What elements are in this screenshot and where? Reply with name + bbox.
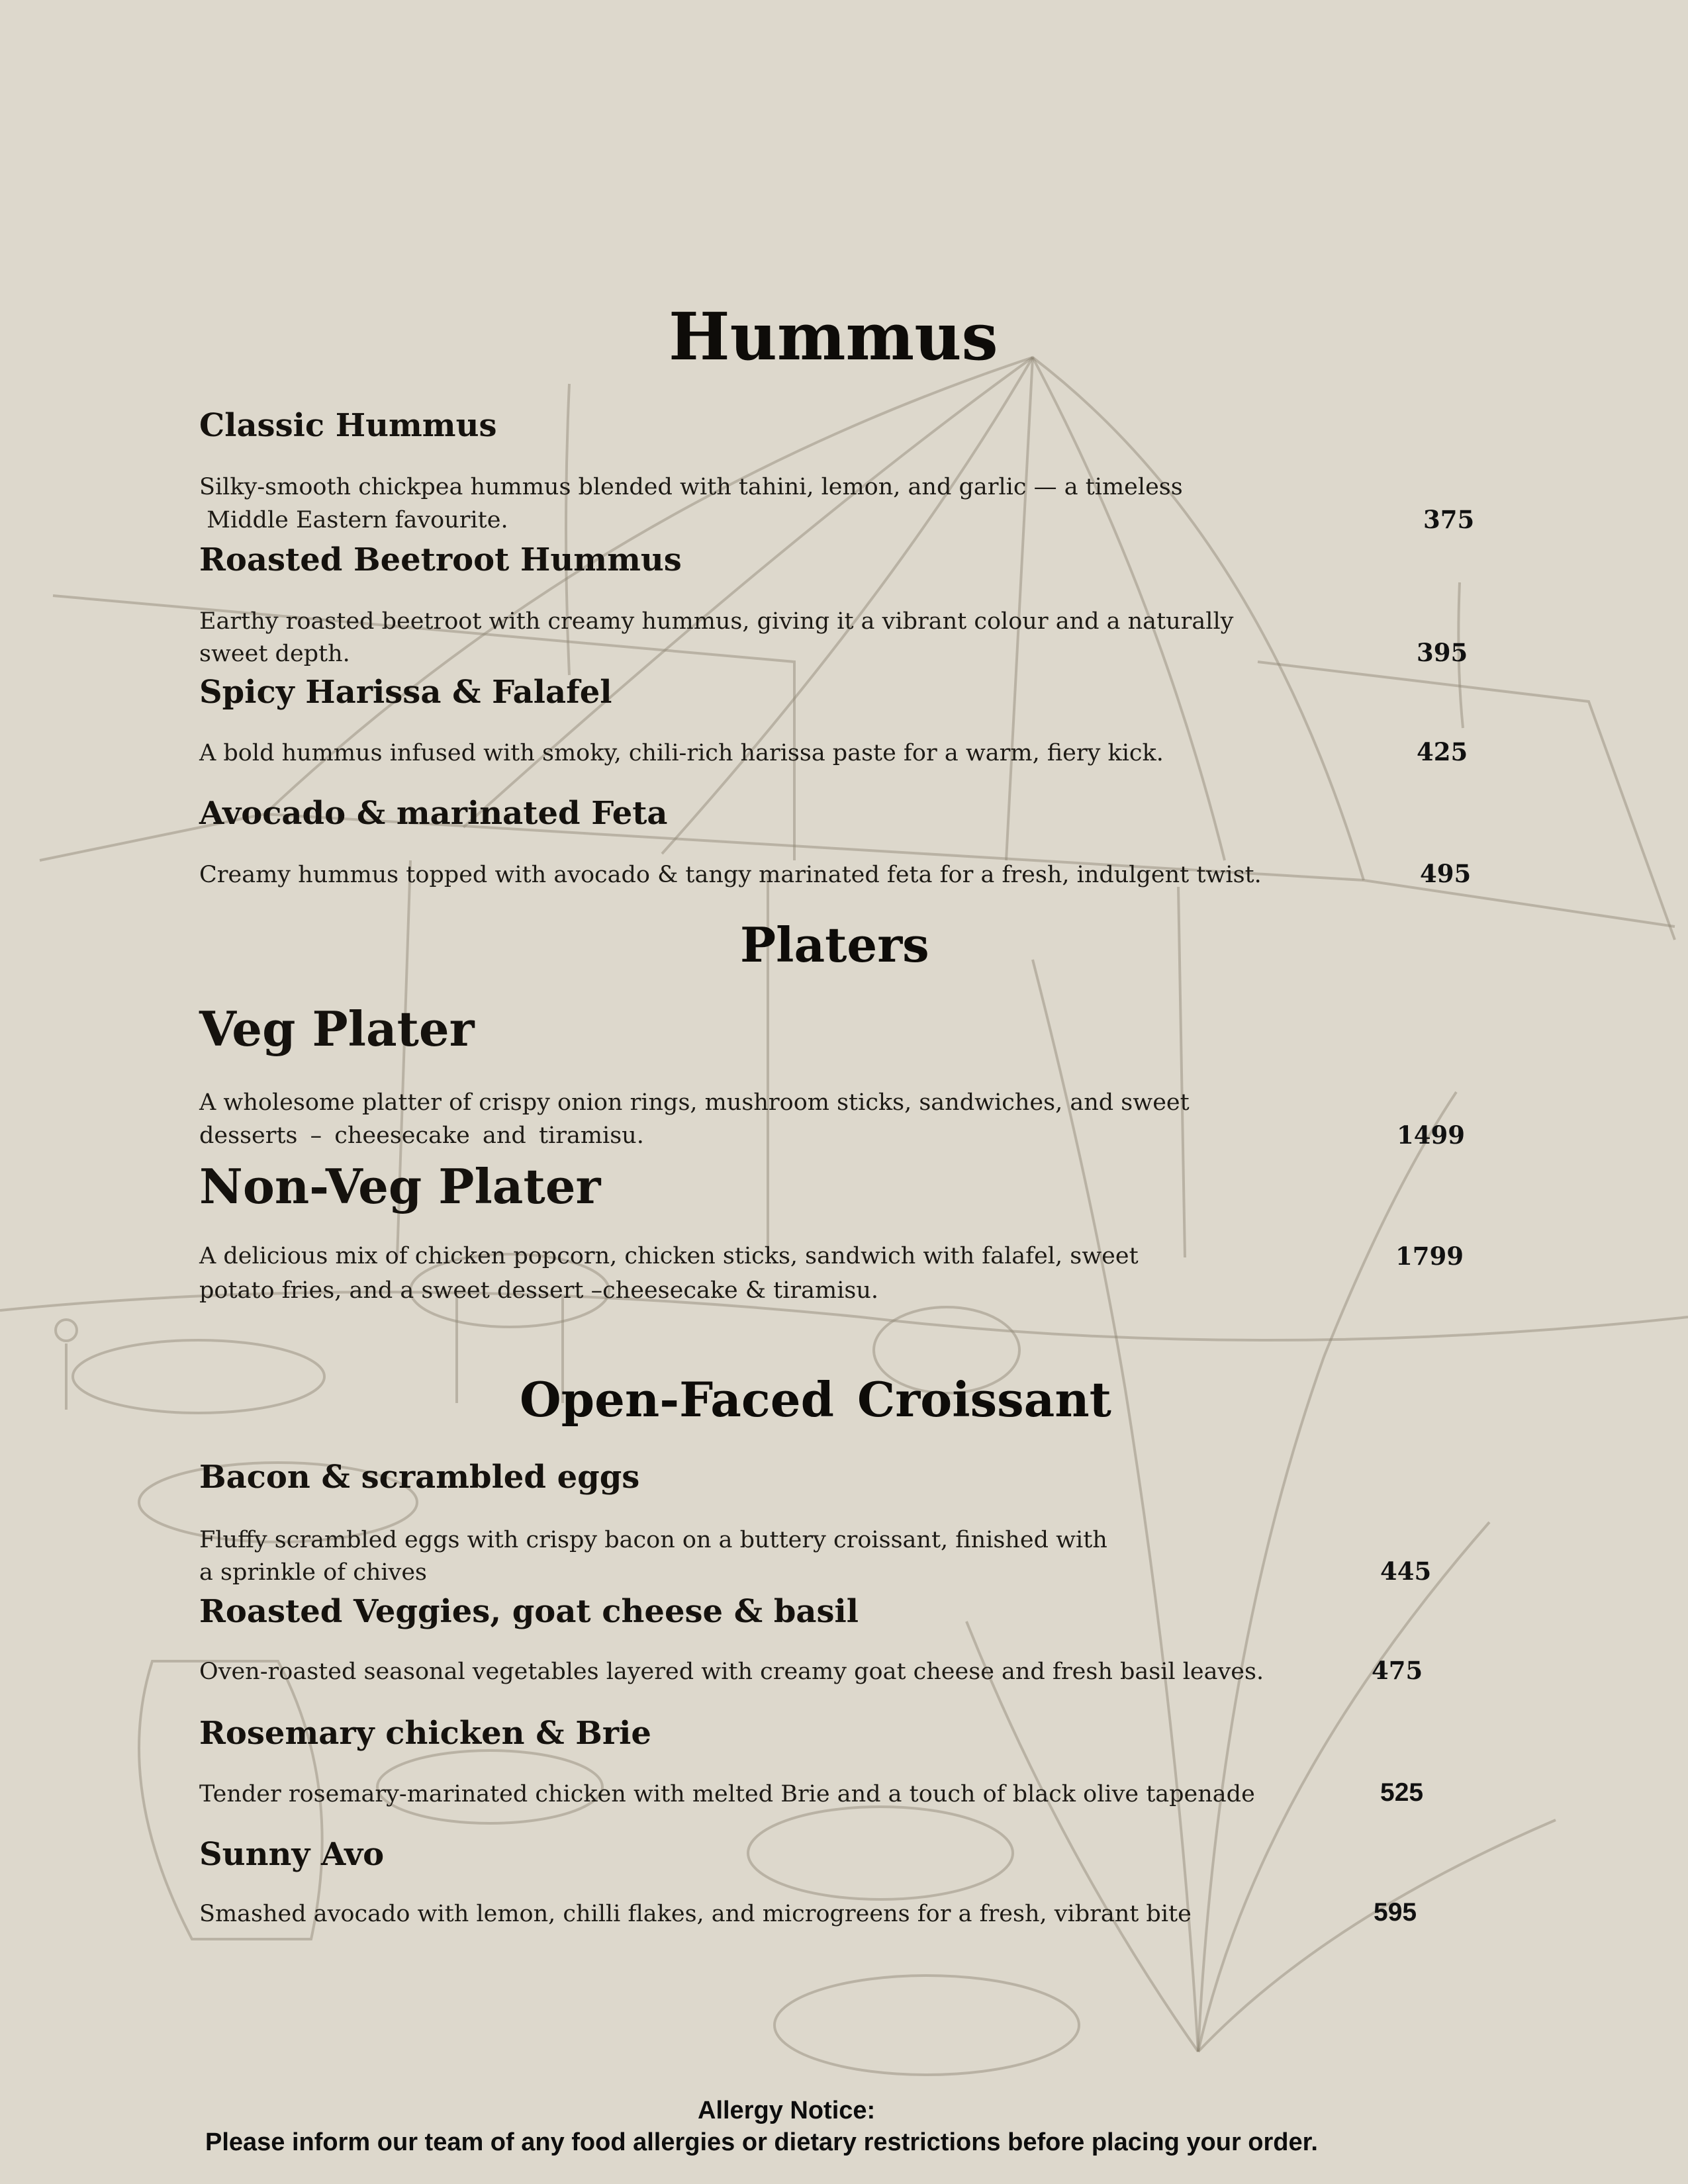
item-price-avocado-marinated-feta: 495 [1420,859,1472,888]
item-price-veg-plater: 1499 [1397,1120,1465,1150]
item-name-rosemary-chicken-brie: Rosemary chicken & Brie [199,1715,651,1752]
item-desc-roasted-veggies-goat-cheese-basil: Oven-roasted seasonal vegetables layered with creamy goat cheese and fresh basil leaves. [199,1659,1264,1685]
section-title-hummus: Hummus [669,299,998,375]
item-desc-roasted-beetroot-hummus-line2: sweet depth. [199,641,350,667]
section-title-platers: Platers [740,917,929,973]
item-price-non-veg-plater: 1799 [1395,1242,1464,1271]
item-desc-sunny-avo: Smashed avocado with lemon, chilli flakes, and microgreens for a fresh, vibrant bite [199,1901,1192,1927]
item-name-bacon-scrambled-eggs: Bacon & scrambled eggs [199,1459,640,1496]
item-price-roasted-veggies-goat-cheese-basil: 475 [1372,1656,1423,1685]
item-desc-non-veg-plater-line2: potato fries, and a sweet dessert –cheesecake & tiramisu. [199,1277,879,1304]
section-title-open-faced-croissant: Open-Faced Croissant [520,1371,1111,1428]
item-price-bacon-scrambled-eggs: 445 [1380,1557,1432,1586]
item-desc-classic-hummus: Silky-smooth chickpea hummus blended with tahini, lemon, and garlic — a timeless [199,474,1183,500]
item-name-roasted-veggies-goat-cheese-basil: Roasted Veggies, goat cheese & basil [199,1593,859,1630]
item-price-rosemary-chicken-brie: 525 [1380,1778,1424,1807]
allergy-notice-title: Allergy Notice: [698,2097,876,2124]
item-desc-spicy-harissa-falafel: A bold hummus infused with smoky, chili-rich harissa paste for a warm, fiery kick. [199,740,1164,766]
item-desc-non-veg-plater: A delicious mix of chicken popcorn, chicken sticks, sandwich with falafel, sweet [199,1243,1139,1269]
item-name-spicy-harissa-falafel: Spicy Harissa & Falafel [199,674,612,711]
item-desc-bacon-scrambled-eggs-line2: a sprinkle of chives [199,1559,428,1586]
item-price-classic-hummus: 375 [1423,505,1475,534]
item-desc-veg-plater: A wholesome platter of crispy onion rings, mushroom sticks, sandwiches, and sweet [199,1089,1190,1116]
item-desc-veg-plater-line2: desserts – cheesecake and tiramisu. [199,1122,644,1149]
allergy-notice-text: Please inform our team of any food allergies or dietary restrictions before placing your order. [205,2128,1318,2156]
item-desc-roasted-beetroot-hummus: Earthy roasted beetroot with creamy hummus, giving it a vibrant colour and a naturally [199,608,1234,635]
item-price-roasted-beetroot-hummus: 395 [1417,638,1468,667]
item-name-classic-hummus: Classic Hummus [199,407,497,444]
item-name-non-veg-plater: Non-Veg Plater [199,1158,601,1214]
item-price-sunny-avo: 595 [1374,1898,1417,1927]
item-desc-bacon-scrambled-eggs: Fluffy scrambled eggs with crispy bacon on a buttery croissant, finished with [199,1527,1107,1553]
item-name-sunny-avo: Sunny Avo [199,1836,385,1873]
item-name-roasted-beetroot-hummus: Roasted Beetroot Hummus [199,541,682,578]
item-name-veg-plater: Veg Plater [199,1001,475,1057]
item-desc-classic-hummus-line2: Middle Eastern favourite. [199,507,508,533]
item-desc-avocado-marinated-feta: Creamy hummus topped with avocado & tangy marinated feta for a fresh, indulgent twist. [199,862,1262,888]
item-desc-rosemary-chicken-brie: Tender rosemary-marinated chicken with melted Brie and a touch of black olive tapenade [199,1781,1255,1807]
item-name-avocado-marinated-feta: Avocado & marinated Feta [199,795,668,832]
item-price-spicy-harissa-falafel: 425 [1417,737,1468,766]
